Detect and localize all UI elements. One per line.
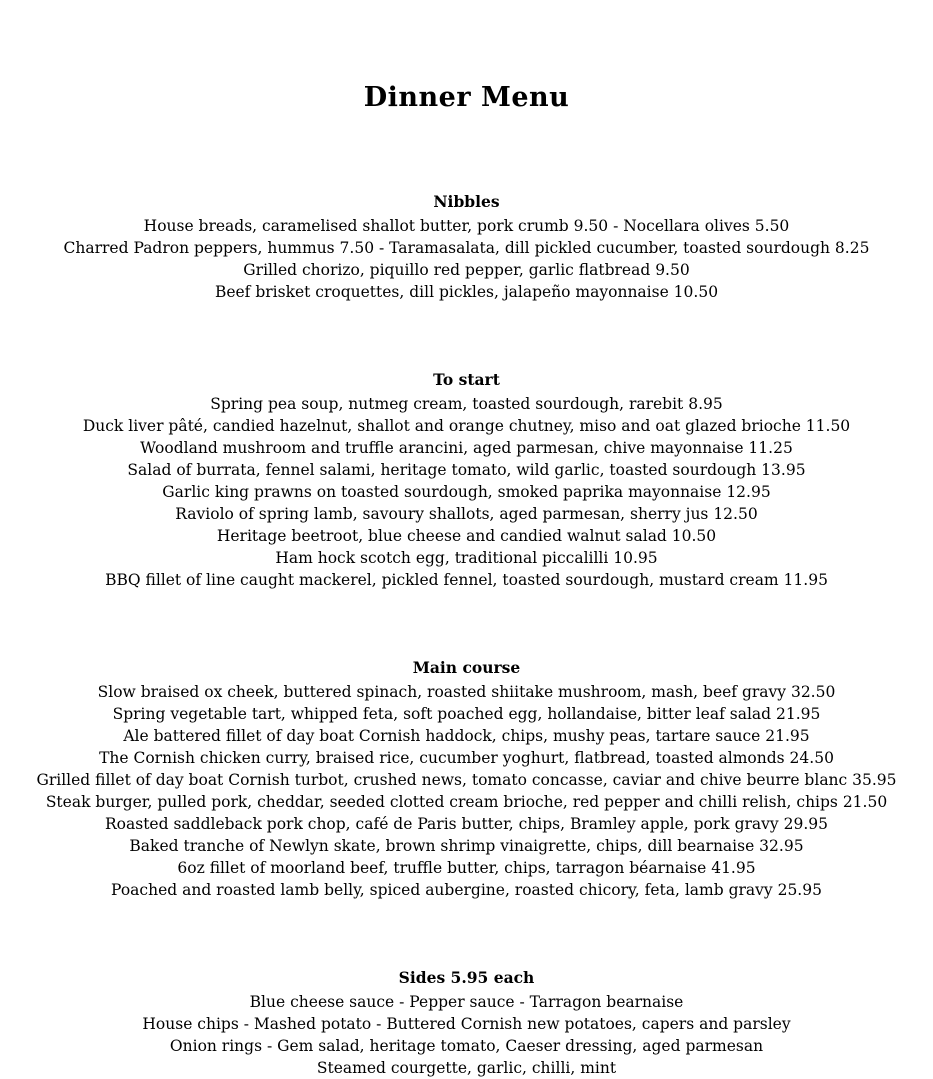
section-heading: Nibbles bbox=[433, 192, 500, 211]
menu-line: The Cornish chicken curry, braised rice, cucumber yoghurt, flatbread, toasted almonds 24.50 bbox=[99, 749, 834, 767]
page-title: Dinner Menu bbox=[363, 82, 570, 113]
menu-line: Blue cheese sauce - Pepper sauce - Tarragon bearnaise bbox=[249, 993, 684, 1011]
section-heading: To start bbox=[433, 370, 500, 389]
menu-line: Ham hock scotch egg, traditional piccalilli 10.95 bbox=[275, 549, 658, 567]
menu-section bbox=[10, 967, 923, 1079]
menu-line: Garlic king prawns on toasted sourdough, smoked paprika mayonnaise 12.95 bbox=[162, 483, 771, 501]
menu-line: Ale battered fillet of day boat Cornish haddock, chips, mushy peas, tartare sauce 21.95 bbox=[123, 727, 810, 745]
menu-line: Spring pea soup, nutmeg cream, toasted sourdough, rarebit 8.95 bbox=[210, 395, 723, 413]
menu-line: Onion rings - Gem salad, heritage tomato, Caeser dressing, aged parmesan bbox=[169, 1037, 764, 1055]
menu-section bbox=[10, 657, 923, 901]
menu-section bbox=[10, 369, 923, 591]
menu-line: Salad of burrata, fennel salami, heritage tomato, wild garlic, toasted sourdough 13.95 bbox=[127, 461, 806, 479]
menu-line: Roasted saddleback pork chop, café de Paris butter, chips, Bramley apple, pork gravy 29.95 bbox=[105, 815, 828, 833]
menu-section bbox=[10, 191, 923, 303]
menu-line: BBQ fillet of line caught mackerel, pickled fennel, toasted sourdough, mustard cream 11.95 bbox=[105, 571, 828, 589]
section-heading: Sides 5.95 each bbox=[398, 968, 535, 987]
menu-line: Baked tranche of Newlyn skate, brown shrimp vinaigrette, chips, dill bearnaise 32.95 bbox=[129, 837, 804, 855]
menu-line: Spring vegetable tart, whipped feta, soft poached egg, hollandaise, bitter leaf salad 21.95 bbox=[112, 705, 821, 723]
menu-line: Woodland mushroom and truffle arancini, aged parmesan, chive mayonnaise 11.25 bbox=[140, 439, 793, 457]
menu-line: Heritage beetroot, blue cheese and candied walnut salad 10.50 bbox=[216, 527, 717, 545]
menu-line: Raviolo of spring lamb, savoury shallots, aged parmesan, sherry jus 12.50 bbox=[175, 505, 758, 523]
menu-line: Poached and roasted lamb belly, spiced aubergine, roasted chicory, feta, lamb gravy 25.95 bbox=[111, 881, 822, 899]
menu-line: Grilled chorizo, piquillo red pepper, garlic flatbread 9.50 bbox=[243, 261, 690, 279]
menu-line: 6oz fillet of moorland beef, truffle butter, chips, tarragon béarnaise 41.95 bbox=[177, 859, 756, 877]
section-heading: Main course bbox=[412, 658, 521, 677]
menu-line: House chips - Mashed potato - Buttered Cornish new potatoes, capers and parsley bbox=[142, 1015, 791, 1033]
menu-line: Slow braised ox cheek, buttered spinach, roasted shiitake mushroom, mash, beef gravy 32.50 bbox=[97, 683, 836, 701]
menu-sections bbox=[10, 113, 923, 1079]
menu-line: House breads, caramelised shallot butter, pork crumb 9.50 - Nocellara olives 5.50 bbox=[143, 217, 790, 235]
menu-line: Grilled fillet of day boat Cornish turbot, crushed news, tomato concasse, caviar and chive beurre blanc 35.95 bbox=[36, 771, 897, 789]
menu-line: Steak burger, pulled pork, cheddar, seeded clotted cream brioche, red pepper and chilli relish, chips 21.50 bbox=[45, 793, 888, 811]
menu-line: Beef brisket croquettes, dill pickles, jalapeño mayonnaise 10.50 bbox=[214, 283, 719, 301]
menu-line: Steamed courgette, garlic, chilli, mint bbox=[316, 1059, 617, 1077]
menu-line: Duck liver pâté, candied hazelnut, shallot and orange chutney, miso and oat glazed brioche 11.50 bbox=[82, 417, 851, 435]
menu-line: Charred Padron peppers, hummus 7.50 - Taramasalata, dill pickled cucumber, toasted sourdough 8.25 bbox=[63, 239, 870, 257]
